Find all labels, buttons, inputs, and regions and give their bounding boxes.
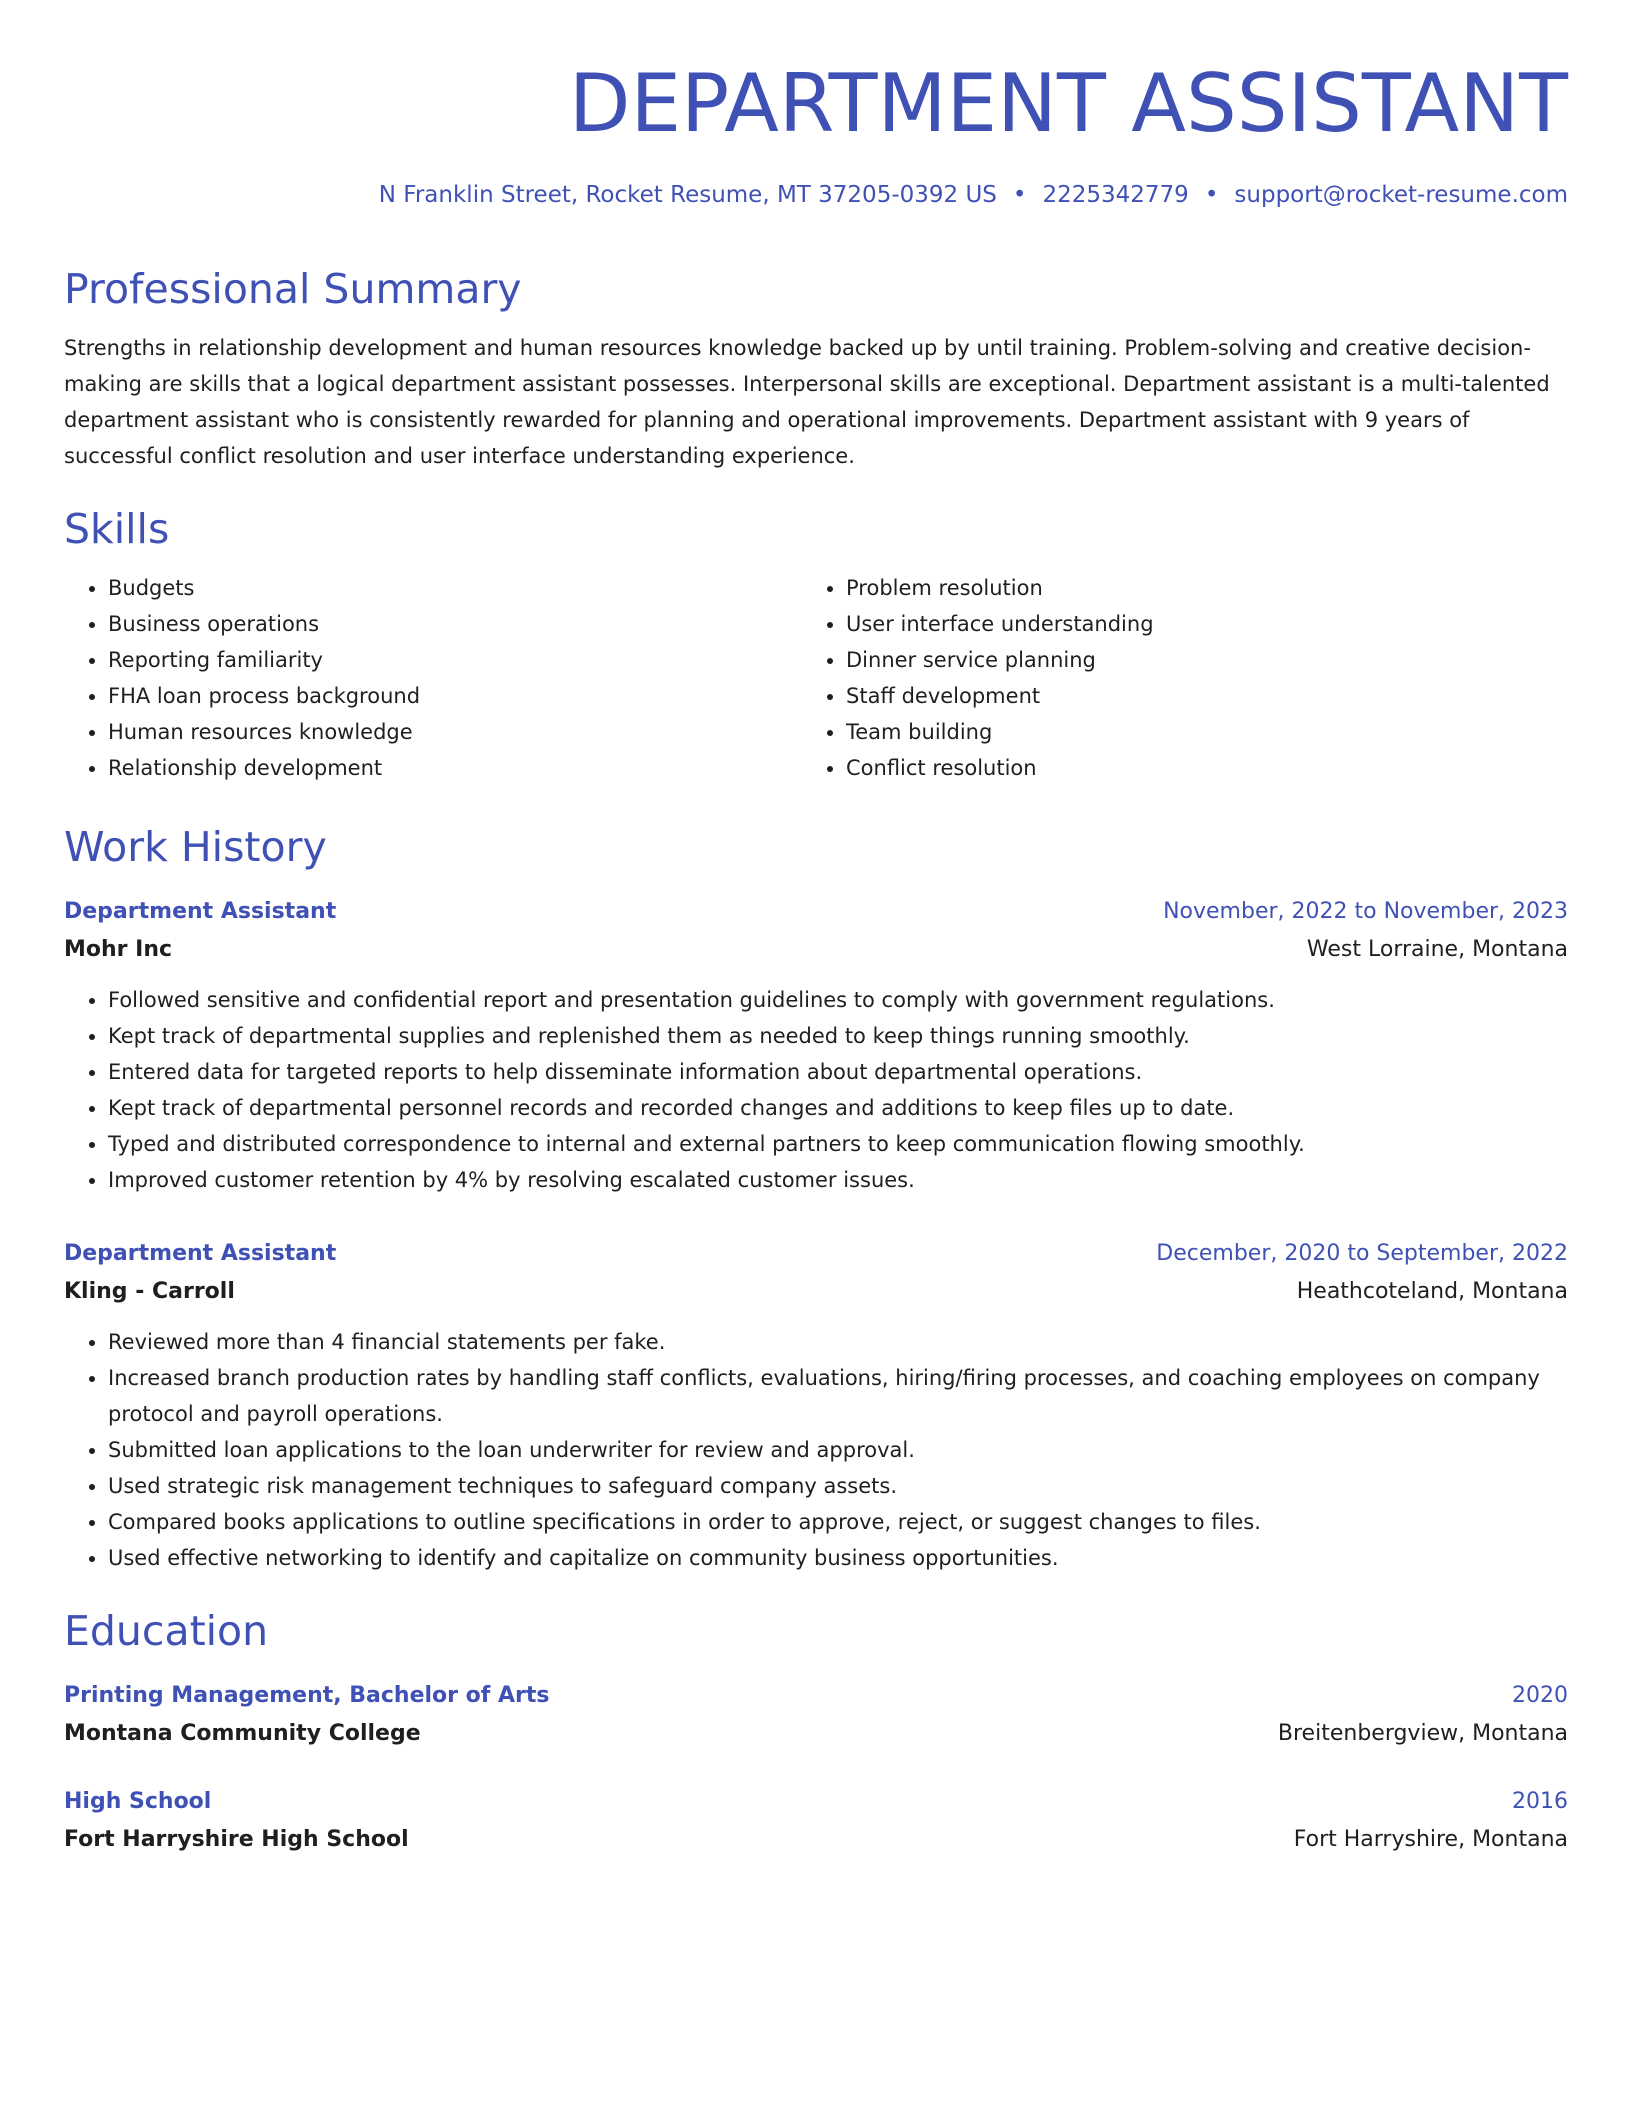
- job-role: Department Assistant: [64, 1241, 337, 1266]
- job-location: Heathcoteland, Montana: [1296, 1279, 1568, 1304]
- job-bullet: • Kept track of departmental personnel records and recorded changes and additions to keep files up to date.: [108, 1090, 1568, 1126]
- education-degree: High School: [64, 1789, 212, 1814]
- skill-item: • Conflict resolution: [846, 750, 1568, 786]
- job-company: Mohr Inc: [64, 937, 173, 962]
- job-location: West Lorraine, Montana: [1306, 937, 1568, 962]
- job-bullet: • Reviewed more than 4 financial statements per fake.: [108, 1324, 1568, 1360]
- summary-text: Strengths in relationship development and human resources knowledge backed up by until training. Problem-solving and creative decision-making are skills that a logical department assistant possesses. Interpersonal skills are exceptional. Department assistant is a multi-talented department assistant who is consistently rewarded for planning and operational improvements. Department assistant with 9 years of successful conflict resolution and user interface understanding experience.: [64, 336, 1550, 468]
- job-bullet: • Increased branch production rates by handling staff conflicts, evaluations, hiring/firing processes, and coaching employees on company protocol and payroll operations.: [108, 1360, 1568, 1432]
- job-bullet: • Compared books applications to outline specifications in order to approve, reject, or suggest changes to files.: [108, 1504, 1568, 1540]
- job-bullet: • Submitted loan applications to the loan underwriter for review and approval.: [108, 1432, 1568, 1468]
- job-company: Kling - Carroll: [64, 1279, 235, 1304]
- skills-list-left: [64, 570, 802, 786]
- job-bullet: • Kept track of departmental supplies and replenished them as needed to keep things running smoothly.: [108, 1018, 1568, 1054]
- skill-item: • Reporting familiarity: [108, 642, 802, 678]
- skills-column-left: [64, 570, 802, 786]
- contact-phone: 2225342779: [1042, 182, 1189, 208]
- education-header-row: [64, 1784, 1568, 1820]
- skill-item: • Relationship development: [108, 750, 802, 786]
- skill-item: • Business operations: [108, 606, 802, 642]
- job-dates: November, 2022 to November, 2023: [1163, 899, 1568, 924]
- job-bullets: [64, 1324, 1568, 1576]
- skill-item: • Dinner service planning: [846, 642, 1568, 678]
- skill-item: • Team building: [846, 714, 1568, 750]
- job-header-row: [64, 1236, 1568, 1272]
- contact-line: [64, 180, 1568, 210]
- education-location: Breitenbergview, Montana: [1277, 1721, 1568, 1746]
- education-school: Fort Harryshire High School: [64, 1827, 409, 1852]
- job-bullets: [64, 982, 1568, 1198]
- contact-separator: •: [1012, 182, 1027, 208]
- contact-email: support@rocket-resume.com: [1234, 182, 1568, 208]
- skills-list-right: [802, 570, 1568, 786]
- candidate-title: DEPARTMENT ASSISTANT: [568, 57, 1568, 150]
- job-bullet: • Used strategic risk management techniques to safeguard company assets.: [108, 1468, 1568, 1504]
- skills-columns: [64, 570, 1568, 786]
- skill-item: • Staff development: [846, 678, 1568, 714]
- education-school: Montana Community College: [64, 1721, 421, 1746]
- skill-item: • User interface understanding: [846, 606, 1568, 642]
- job-entry: [64, 894, 1568, 1198]
- education-entry: [64, 1678, 1568, 1754]
- education-year: 2016: [1512, 1789, 1568, 1814]
- summary-heading: Professional Summary: [64, 265, 522, 313]
- education-location: Fort Harryshire, Montana: [1293, 1827, 1568, 1852]
- resume-header: [64, 56, 1568, 210]
- skills-heading: Skills: [64, 505, 170, 553]
- education-school-row: [64, 1820, 1568, 1860]
- skill-item: • Human resources knowledge: [108, 714, 802, 750]
- education-year: 2020: [1512, 1683, 1568, 1708]
- job-bullet: • Typed and distributed correspondence to internal and external partners to keep communication flowing smoothly.: [108, 1126, 1568, 1162]
- education-entry: [64, 1784, 1568, 1860]
- job-dates: December, 2020 to September, 2022: [1156, 1241, 1568, 1266]
- education-degree: Printing Management, Bachelor of Arts: [64, 1683, 550, 1708]
- education-heading: Education: [64, 1607, 269, 1655]
- education-school-row: [64, 1714, 1568, 1754]
- contact-address: N Franklin Street, Rocket Resume, MT 37205-0392 US: [378, 182, 997, 208]
- job-bullet: • Entered data for targeted reports to help disseminate information about departmental operations.: [108, 1054, 1568, 1090]
- contact-separator: •: [1204, 182, 1219, 208]
- skill-item: • Budgets: [108, 570, 802, 606]
- job-bullet: • Improved customer retention by 4% by resolving escalated customer issues.: [108, 1162, 1568, 1198]
- job-header-row: [64, 894, 1568, 930]
- job-entry: [64, 1236, 1568, 1576]
- skill-item: • Problem resolution: [846, 570, 1568, 606]
- job-bullet: • Used effective networking to identify and capitalize on community business opportunities.: [108, 1540, 1568, 1576]
- skills-column-right: [802, 570, 1568, 786]
- education-header-row: [64, 1678, 1568, 1714]
- job-role: Department Assistant: [64, 899, 337, 924]
- job-bullet: • Followed sensitive and confidential report and presentation guidelines to comply with government regulations.: [108, 982, 1568, 1018]
- job-company-row: [64, 930, 1568, 970]
- work-history-heading: Work History: [64, 823, 327, 871]
- job-company-row: [64, 1272, 1568, 1312]
- skill-item: • FHA loan process background: [108, 678, 802, 714]
